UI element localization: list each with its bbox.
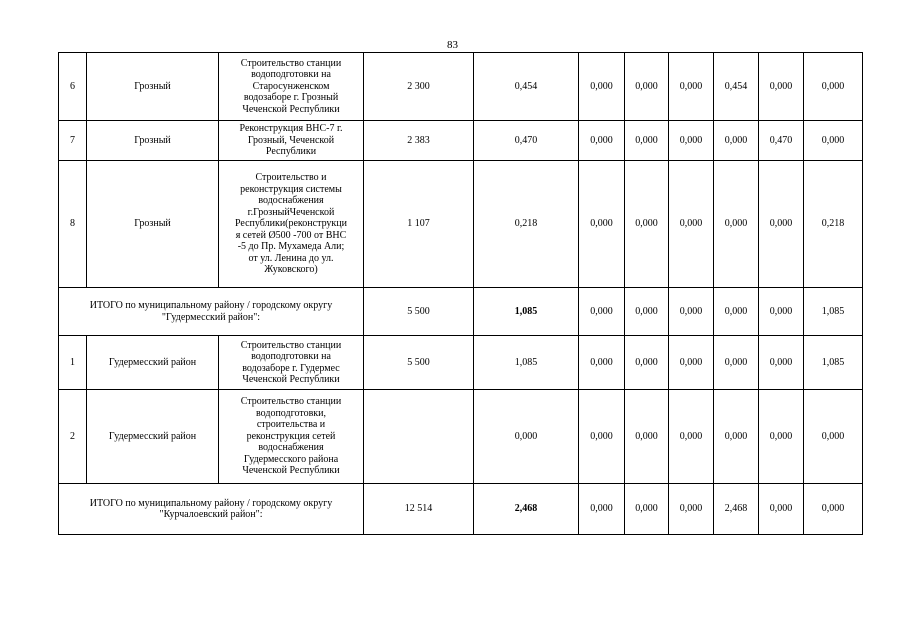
value-cell: 0,000 [669,336,714,390]
project-description: Строительство и реконструкция системы водоснабжения г.ГрозныйЧеченской Республики(реконструкци я сетей Ø500 -700 от ВНС -5 до Пр. Мухамеда Али; от ул. Ленина до ул. Жуковского) [219,161,364,288]
value-cell: 0,454 [714,53,759,121]
quantity-cell: 1 107 [364,161,474,288]
row-number: 8 [59,161,87,288]
total-cell: 0,454 [474,53,579,121]
district-cell: Грозный [87,121,219,161]
value-cell: 0,000 [669,53,714,121]
project-description: Реконструкция ВНС-7 г. Грозный, Чеченской Республики [219,121,364,161]
district-cell: Гудермесский район [87,336,219,390]
total-cell: 0,470 [474,121,579,161]
value-cell: 0,000 [579,121,625,161]
quantity-cell: 12 514 [364,484,474,535]
value-cell: 0,000 [579,53,625,121]
value-cell: 0,000 [625,288,669,336]
value-cell: 0,000 [714,121,759,161]
value-cell: 0,000 [714,336,759,390]
table-row [59,390,863,484]
value-cell: 0,000 [625,121,669,161]
row-number: 7 [59,121,87,161]
value-cell: 0,000 [579,161,625,288]
project-description: Строительство станции водоподготовки на водозаборе г. Гудермес Чеченской Республики [219,336,364,390]
quantity-cell: 2 383 [364,121,474,161]
table-row [59,336,863,390]
project-description: Строительство станции водоподготовки, строительства и реконструкция сетей водоснабжения Гудермесского района Чеченской Республики [219,390,364,484]
value-cell: 0,000 [669,288,714,336]
value-cell: 0,000 [669,121,714,161]
quantity-cell: 5 500 [364,288,474,336]
total-cell: 1,085 [474,288,579,336]
value-cell: 0,000 [625,336,669,390]
value-cell: 1,085 [804,336,863,390]
row-number: 2 [59,390,87,484]
investment-table [58,52,863,535]
district-cell: Грозный [87,161,219,288]
quantity-cell: 2 300 [364,53,474,121]
table-row [59,53,863,121]
value-cell: 0,000 [759,161,804,288]
total-label: ИТОГО по муниципальному району / городскому округу "Курчалоевский район": [59,484,364,535]
district-cell: Грозный [87,53,219,121]
total-cell: 0,000 [474,390,579,484]
table-row-total [59,484,863,535]
value-cell: 0,000 [804,484,863,535]
quantity-cell [364,390,474,484]
value-cell: 0,470 [759,121,804,161]
value-cell: 0,218 [804,161,863,288]
value-cell: 0,000 [625,161,669,288]
value-cell: 0,000 [579,390,625,484]
value-cell: 0,000 [759,288,804,336]
value-cell: 0,000 [579,336,625,390]
value-cell: 0,000 [759,53,804,121]
page-number: 83 [447,39,458,51]
value-cell: 0,000 [579,288,625,336]
value-cell: 0,000 [759,484,804,535]
value-cell: 0,000 [579,484,625,535]
total-cell: 1,085 [474,336,579,390]
table-row [59,161,863,288]
value-cell: 0,000 [625,53,669,121]
value-cell: 0,000 [625,390,669,484]
value-cell: 0,000 [759,336,804,390]
value-cell: 2,468 [714,484,759,535]
total-label: ИТОГО по муниципальному району / городскому округу "Гудермесский район": [59,288,364,336]
total-cell: 2,468 [474,484,579,535]
project-description: Строительство станции водоподготовки на Старосунженском водозаборе г. Грозный Чеченской Республики [219,53,364,121]
row-number: 6 [59,53,87,121]
value-cell: 0,000 [804,121,863,161]
value-cell: 0,000 [669,484,714,535]
value-cell: 0,000 [804,53,863,121]
value-cell: 0,000 [669,390,714,484]
row-number: 1 [59,336,87,390]
value-cell: 0,000 [669,161,714,288]
value-cell: 0,000 [759,390,804,484]
value-cell: 0,000 [714,288,759,336]
value-cell: 0,000 [714,390,759,484]
district-cell: Гудермесский район [87,390,219,484]
total-cell: 0,218 [474,161,579,288]
table-row [59,121,863,161]
value-cell: 0,000 [714,161,759,288]
quantity-cell: 5 500 [364,336,474,390]
value-cell: 0,000 [804,390,863,484]
value-cell: 0,000 [625,484,669,535]
table-row-total [59,288,863,336]
value-cell: 1,085 [804,288,863,336]
